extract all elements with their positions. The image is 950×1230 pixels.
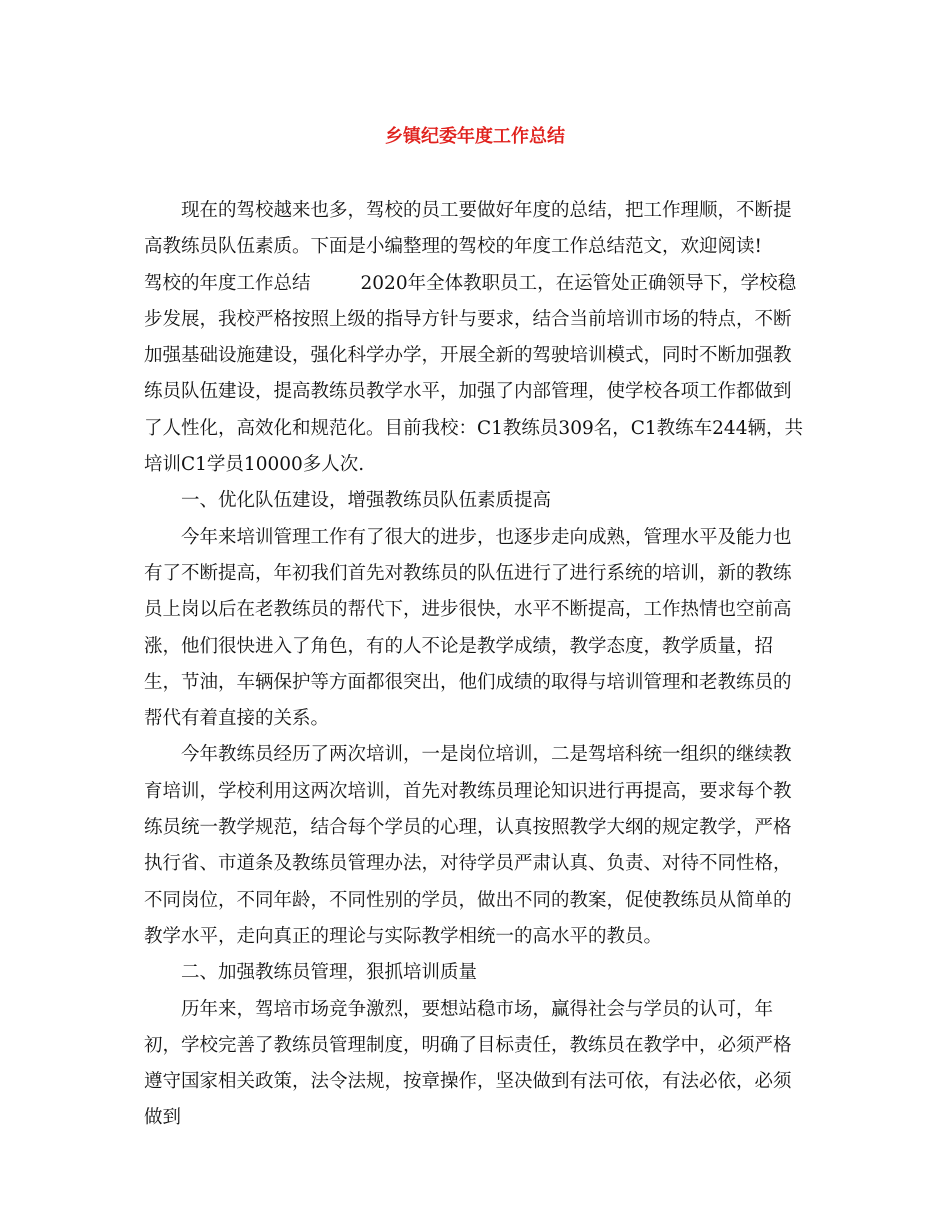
document-title: 乡镇纪委年度工作总结 [385,126,565,147]
document-body [144,193,806,1137]
paragraph-1: 今年来培训管理工作有了很大的进步，也逐步走向成熟，管理水平及能力也有了不断提高，年初我们首先对教练员的队伍进行了进行系统的培训，新的教练员上岗以后在老教练员的帮代下，进步很快，水平不断提高，工作热情也空前高涨，他们很快进入了角色，有的人不论是教学成绩，教学态度，教学质量，招生，节油，车辆保护等方面都很突出，他们成绩的取得与培训管理和老教练员的帮代有着直接的关系。 [144,526,792,730]
section-heading-2: 二、加强教练员管理，狠抓培训质量 [181,962,478,984]
summary-label: 驾校的年度工作总结 [144,272,311,294]
summary-text: 2020年全体教职员工，在运管处正确领导下，学校稳步发展，我校严格按照上级的指导方针与要求，结合当前培训市场的特点，不断加强基础设施建设，强化科学办学，开展全新的驾驶培训模式，同时不断加强教练员队伍建设，提高教练员教学水平，加强了内部管理，使学校各项工作都做到了人性化，高效化和规范化。目前我校：C1教练员309名，C1教练车244辆，共培训C1学员10000多人次. [144,272,803,476]
intro-paragraph: 现在的驾校越来也多，驾校的员工要做好年度的总结，把工作理顺，不断提高教练员队伍素质。下面是小编整理的驾校的年度工作总结范文，欢迎阅读! [144,200,792,258]
paragraph-2: 今年教练员经历了两次培训，一是岗位培训，二是驾培科统一组织的继续教育培训，学校利用这两次培训，首先对教练员理论知识进行再提高，要求每个教练员统一教学规范，结合每个学员的心理，认真按照教学大纲的规定教学，严格执行省、市道条及教练员管理办法，对待学员严肃认真、负责、对待不同性格，不同岗位，不同年龄，不同性别的学员，做出不同的教案，促使教练员从简单的教学水平，走向真正的理论与实际教学相统一的高水平的教员。 [144,744,792,947]
summary-paragraph [144,266,806,484]
section-heading-1: 一、优化队伍建设，增强教练员队伍素质提高 [181,490,552,512]
paragraph-3: 历年来，驾培市场竞争激烈，要想站稳市场，赢得社会与学员的认可，年初，学校完善了教练员管理制度，明确了目标责任，教练员在教学中，必须严格遵守国家相关政策，法令法规，按章操作，坚决做到有法可依，有法必依，必须做到 [144,998,792,1129]
